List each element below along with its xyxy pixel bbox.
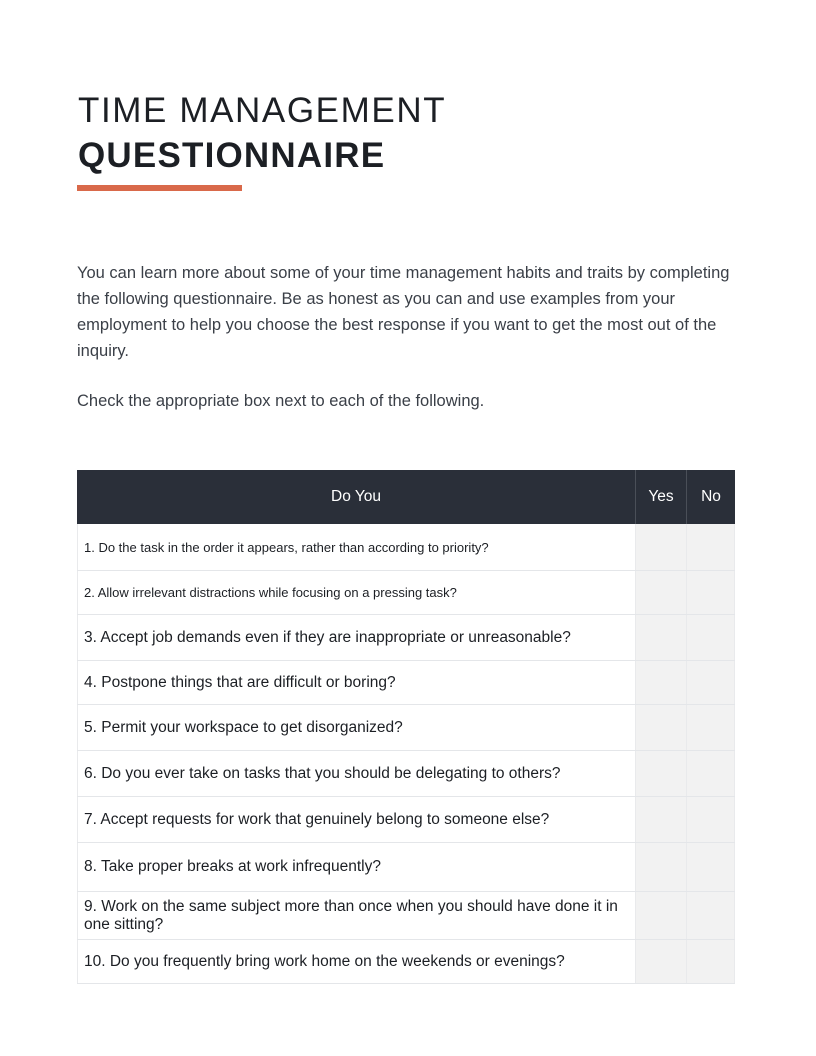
table-row: [77, 705, 735, 751]
no-checkbox[interactable]: [686, 615, 735, 660]
yes-checkbox[interactable]: [635, 571, 686, 614]
yes-checkbox[interactable]: [635, 751, 686, 796]
no-checkbox[interactable]: [686, 524, 735, 570]
header-no: No: [686, 470, 735, 524]
no-checkbox[interactable]: [686, 571, 735, 614]
question-text: 4. Postpone things that are difficult or boring?: [77, 661, 635, 704]
table-row: [77, 940, 735, 984]
instruction-text: Check the appropriate box next to each of the following.: [77, 392, 485, 410]
question-text: 7. Accept requests for work that genuinely belong to someone else?: [77, 797, 635, 842]
question-text: 5. Permit your workspace to get disorganized?: [77, 705, 635, 750]
yes-checkbox[interactable]: [635, 843, 686, 891]
no-checkbox[interactable]: [686, 940, 735, 983]
yes-checkbox[interactable]: [635, 615, 686, 660]
table-row: [77, 843, 735, 892]
yes-checkbox[interactable]: [635, 661, 686, 704]
no-checkbox[interactable]: [686, 843, 735, 891]
question-text: 3. Accept job demands even if they are inappropriate or unreasonable?: [77, 615, 635, 660]
question-text: 8. Take proper breaks at work infrequently?: [77, 843, 635, 891]
header-yes: Yes: [635, 470, 686, 524]
intro-paragraph: You can learn more about some of your time management habits and traits by completing the following questionnaire. Be as honest as you can and use examples from your employment to help you choose the best response if you want to get the most out of the inquiry.: [77, 264, 730, 360]
yes-checkbox[interactable]: [635, 797, 686, 842]
table-row: [77, 615, 735, 661]
table-row: [77, 797, 735, 843]
table-row: [77, 751, 735, 797]
yes-checkbox[interactable]: [635, 705, 686, 750]
title-accent-bar: [77, 185, 242, 191]
question-text: 10. Do you frequently bring work home on the weekends or evenings?: [77, 940, 635, 983]
document-title: [78, 92, 446, 176]
header-do-you: Do You: [331, 488, 381, 505]
no-checkbox[interactable]: [686, 705, 735, 750]
table-row: [77, 892, 735, 940]
table-row: [77, 524, 735, 571]
questionnaire-table: [77, 470, 735, 984]
table-row: [77, 661, 735, 705]
question-text: 1. Do the task in the order it appears, rather than according to priority?: [77, 524, 635, 570]
yes-checkbox[interactable]: [635, 524, 686, 570]
title-line-2: QUESTIONNAIRE: [78, 136, 386, 175]
title-line-1: TIME MANAGEMENT: [78, 91, 447, 130]
table-header: [77, 470, 735, 524]
yes-checkbox[interactable]: [635, 940, 686, 983]
no-checkbox[interactable]: [686, 751, 735, 796]
table-row: [77, 571, 735, 615]
yes-checkbox[interactable]: [635, 892, 686, 939]
question-text: 6. Do you ever take on tasks that you should be delegating to others?: [77, 751, 635, 796]
no-checkbox[interactable]: [686, 892, 735, 939]
no-checkbox[interactable]: [686, 661, 735, 704]
no-checkbox[interactable]: [686, 797, 735, 842]
question-text: 9. Work on the same subject more than once when you should have done it in one sitting?: [77, 892, 635, 939]
question-text: 2. Allow irrelevant distractions while focusing on a pressing task?: [77, 571, 635, 614]
